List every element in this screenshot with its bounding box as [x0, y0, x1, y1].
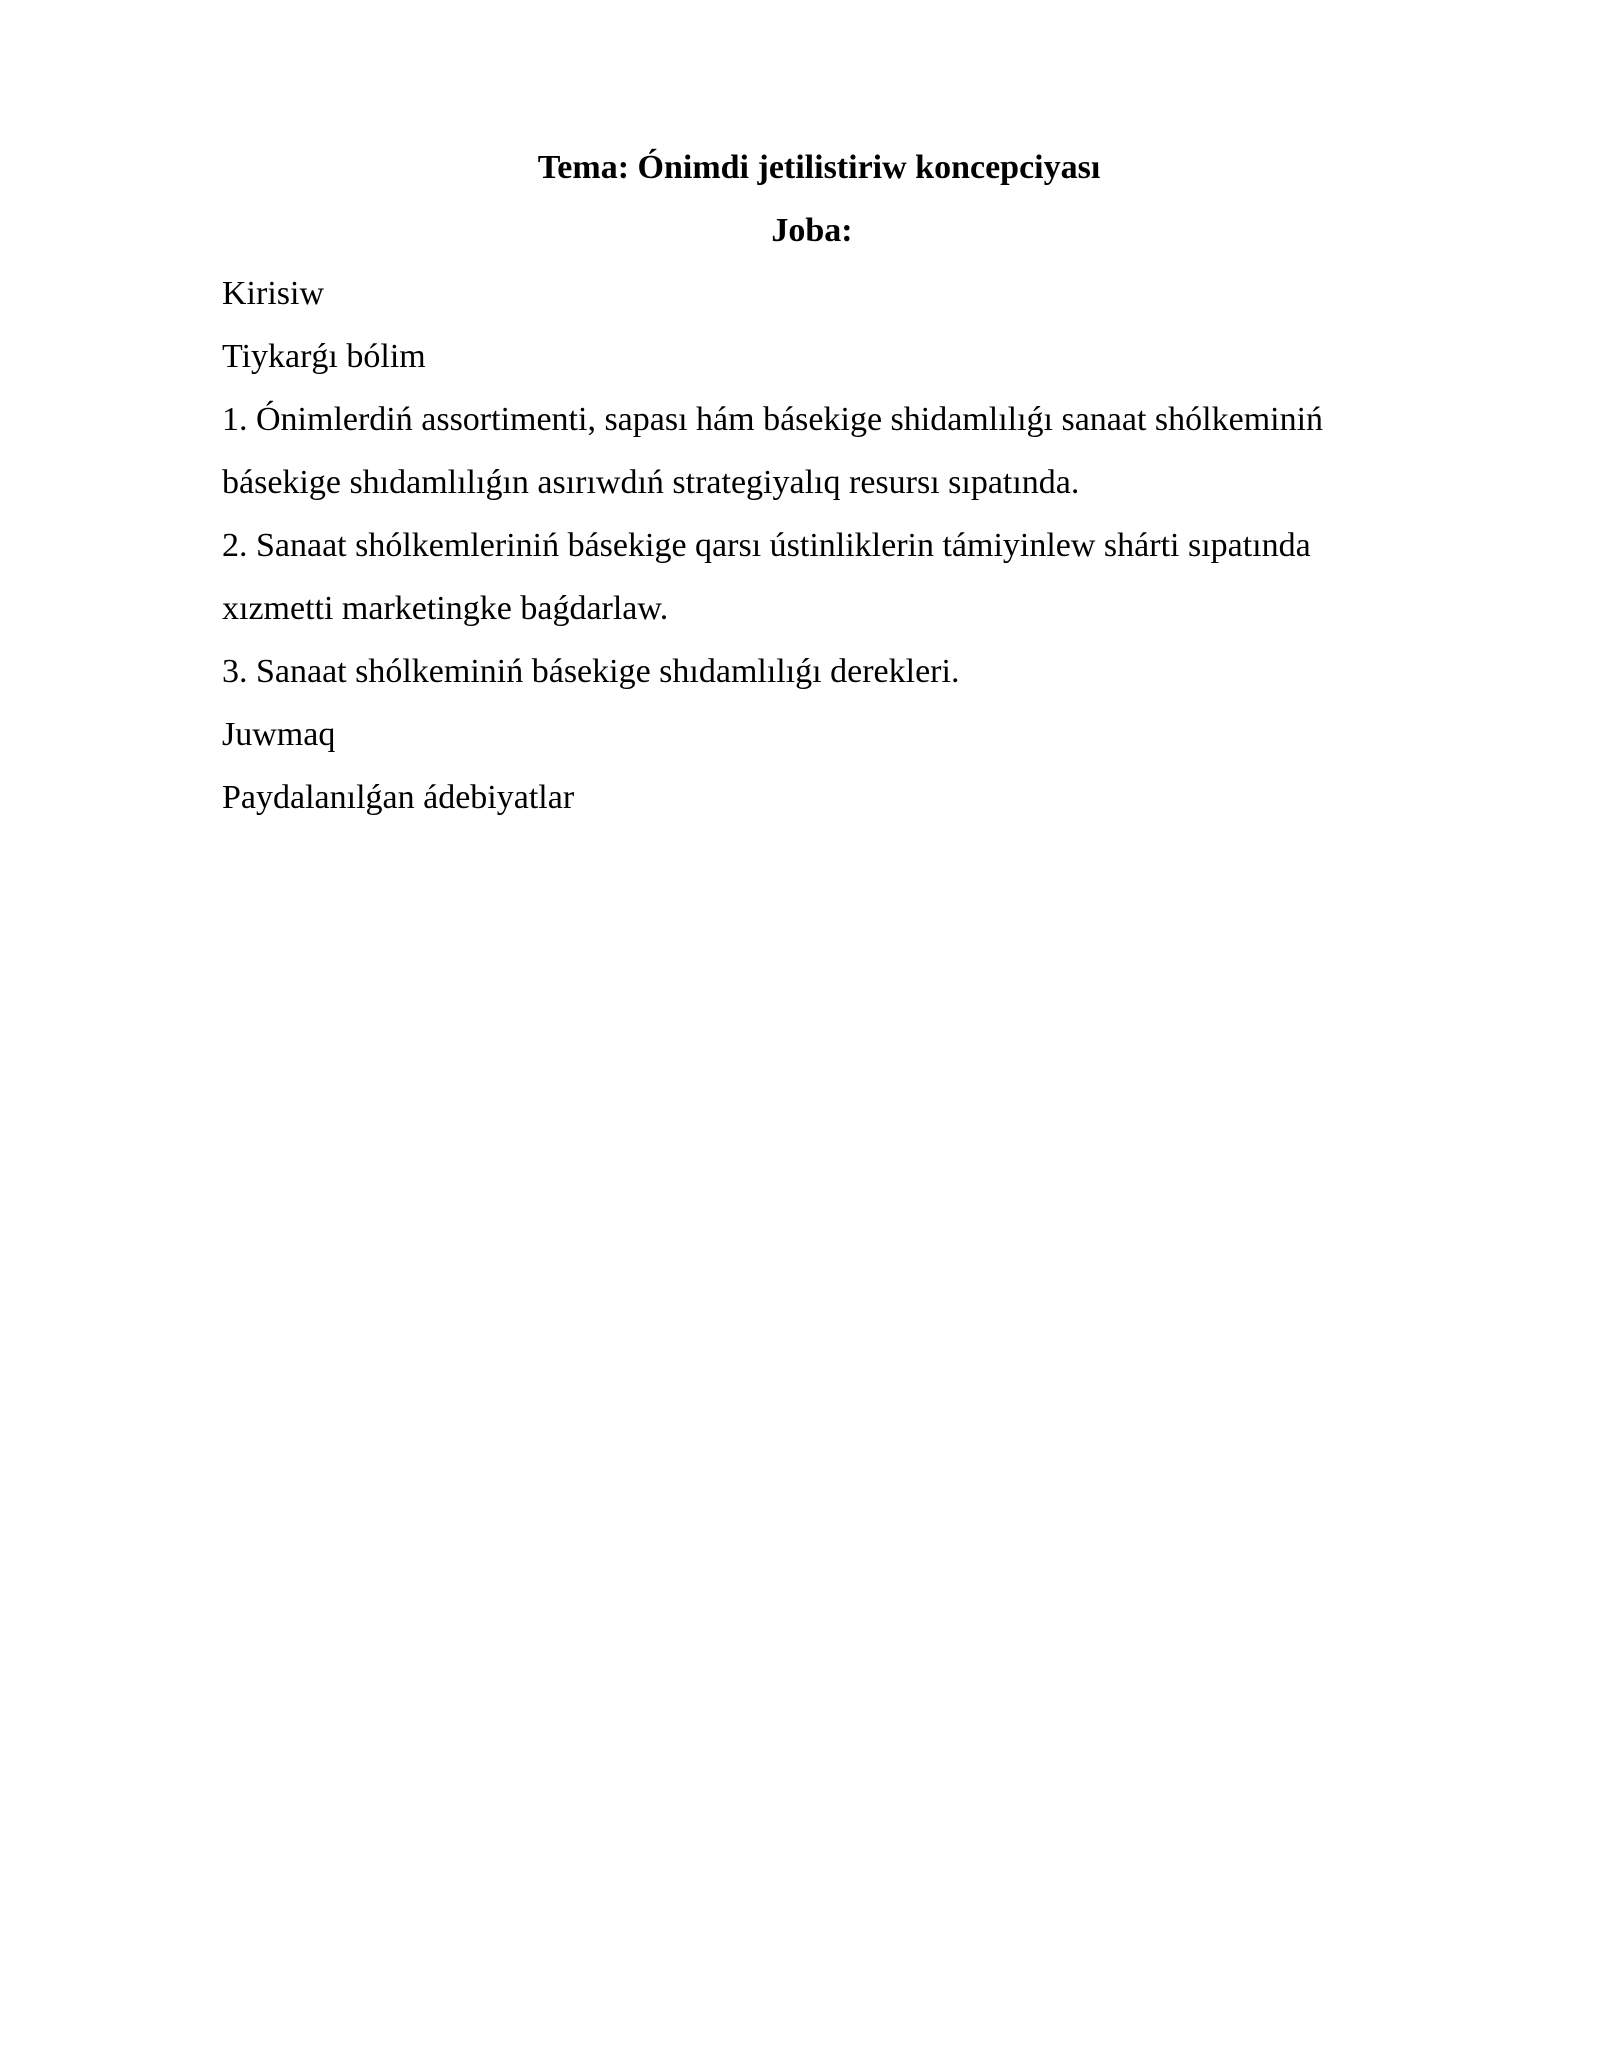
plan-heading: Joba:	[771, 212, 853, 249]
plan-item-2-continued: xızmetti marketingke baǵdarlaw.	[222, 590, 669, 627]
plan-item-2: 2. Sanaat shólkemleriniń básekige qarsı ústinliklerin támiyinlew shárti sıpatında	[222, 527, 1311, 564]
document-content	[222, 136, 1402, 829]
plan-item-3: 3. Sanaat shólkeminiń básekige shıdamlılıǵı derekleri.	[222, 653, 960, 690]
plan-item-1: 1. Ónimlerdiń assortimenti, sapası hám básekige shidamlılıǵı sanaat shólkeminiń	[222, 401, 1324, 438]
document-title: Tema: Ónimdi jetilistiriw koncepciyası	[537, 149, 1101, 186]
plan-item-references: Paydalanılǵan ádebiyatlar	[222, 779, 575, 816]
plan-item-1-continued: básekige shıdamlılıǵın asırıwdıń strategiyalıq resursı sıpatında.	[222, 464, 1080, 501]
plan-item-introduction: Kirisiw	[222, 275, 324, 312]
plan-item-main-part: Tiykarǵı bólim	[222, 338, 426, 375]
plan-item-conclusion: Juwmaq	[222, 716, 336, 753]
